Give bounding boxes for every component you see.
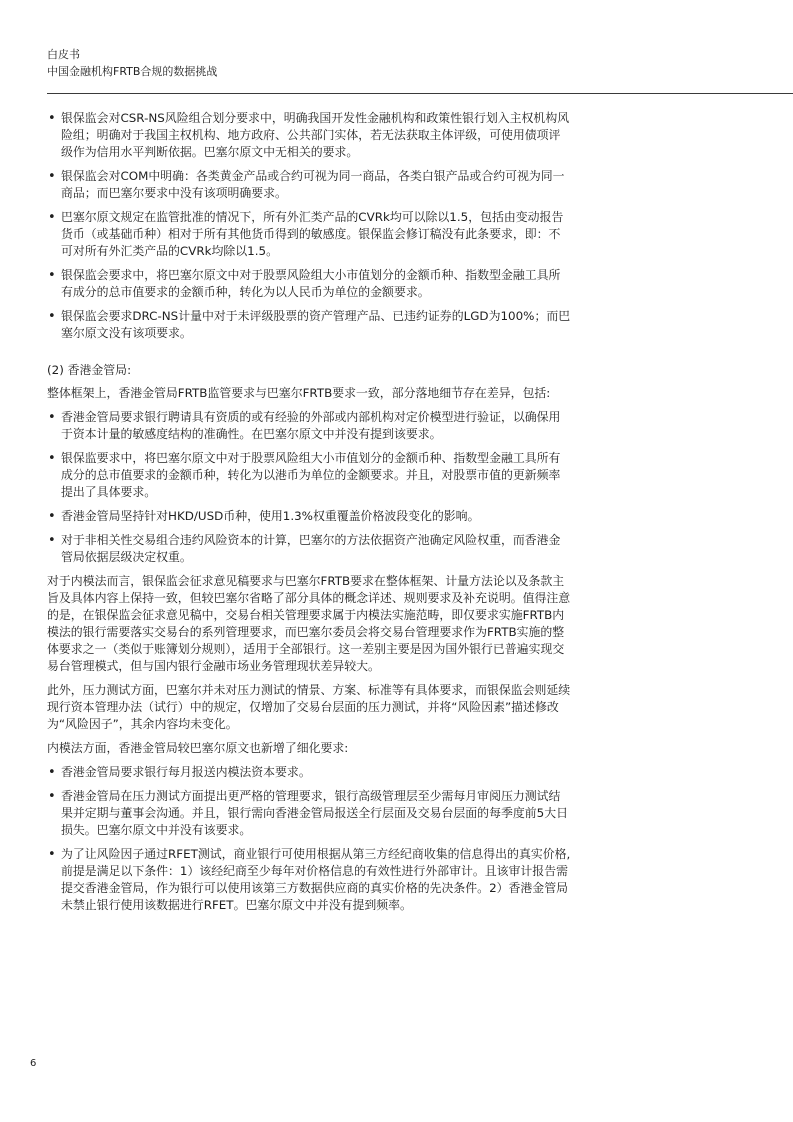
list-item: • 银保监会对COM中明确：各类黄金产品或合约可视为同一商品，各类白银产品或合约可视为同一商品；而巴塞尔要求中没有该项明确要求。 [47, 168, 572, 202]
hkma-ima-list [47, 764, 572, 914]
paragraph-ima-hkma: 内模法方面，香港金管局较巴塞尔原文也新增了细化要求: [47, 741, 349, 755]
section-heading-hkma: (2) 香港金管局: [47, 363, 132, 377]
list-item: • 香港金管局要求银行聘请具有资质的或有经验的外部或内部机构对定价模型进行验证，以确保用于资本计量的敏感度结构的准确性。在巴塞尔原文中并没有提到该要求。 [47, 409, 572, 443]
list-item: • 银保监要求中，将巴塞尔原文中对于股票风险组大小市值划分的金额币种、指数型金融工具所有成分的总市值要求的金额币种，转化为以港币为单位的金额要求。并且，对股票市值的更新频率提出了具体要求。 [47, 450, 572, 501]
list-item: • 香港金管局要求银行每月报送内模法资本要求。 [47, 764, 572, 781]
paragraph-stress-test: 此外，压力测试方面，巴塞尔并未对压力测试的情景、方案、标准等有具体要求，而银保监会则延续现行资本管理办法（试行）中的规定，仅增加了交易台层面的压力测试，并将“风险因素”描述修改为“风险因子”，其余内容均未变化。 [47, 683, 571, 731]
list-item: • 银保监会对CSR-NS风险组合划分要求中，明确我国开发性金融机构和政策性银行划入主权机构风险组；明确对于我国主权机构、地方政府、公共部门实体，若无法获取主体评级，可使用债项评级作为信用水平判断依据。巴塞尔原文中无相关的要求。 [47, 110, 572, 161]
page-number: 6 [30, 1058, 37, 1069]
list-item: • 香港金管局在压力测试方面提出更严格的管理要求，银行高级管理层至少需每月审阅压力测试结果并定期与董事会沟通。并且，银行需向香港金管局报送全行层面及交易台层面的每季度前5大日损失。巴塞尔原文中并没有该要求。 [47, 788, 572, 839]
list-item: • 巴塞尔原文规定在监管批准的情况下，所有外汇类产品的CVRk均可以除以1.5，包括由变动报告货币（或基础币种）相对于所有其他货币得到的敏感度。银保监会修订稿没有此条要求，即：不可对所有外汇类产品的CVRk均除以1.5。 [47, 209, 572, 260]
header-subtitle: 中国金融机构FRTB合规的数据挑战 [47, 65, 218, 78]
page-header [47, 46, 217, 80]
list-item: • 香港金管局坚持针对HKD/USD币种，使用1.3%权重覆盖价格波段变化的影响。 [47, 508, 572, 525]
header-title: 白皮书 [47, 48, 80, 61]
list-item: • 银保监会要求DRC-NS计量中对于未评级股票的资产管理产品、已违约证券的LGD为100%；而巴塞尔原文没有该项要求。 [47, 308, 572, 342]
header-divider [47, 93, 793, 94]
list-item: • 对于非相关性交易组合违约风险资本的计算，巴塞尔的方法依据资产池确定风险权重，而香港金管局依据层级决定权重。 [47, 532, 572, 566]
hkma-differences-list [47, 409, 572, 566]
cbirc-differences-list [47, 110, 572, 342]
section-intro: 整体框架上，香港金管局FRTB监管要求与巴塞尔FRTB要求一致，部分落地细节存在差异，包括: [47, 386, 551, 400]
main-content [47, 110, 572, 921]
list-item: • 为了让风险因子通过RFET测试，商业银行可使用根据从第三方经纪商收集的信息得出的真实价格,前提是满足以下条件：1）该经纪商至少每年对价格信息的有效性进行外部审计。且该审计报告需提交香港金管局，作为银行可以使用该第三方数据供应商的真实价格的先决条件。2）香港金管局未禁止银行使用该数据进行RFET。巴塞尔原文中并没有提到频率。 [47, 846, 572, 914]
list-item: • 银保监会要求中，将巴塞尔原文中对于股票风险组大小市值划分的金额币种、指数型金融工具所有成分的总市值要求的金额币种，转化为以人民币为单位的金额要求。 [47, 267, 572, 301]
paragraph-ima: 对于内模法而言，银保监会征求意见稿要求与巴塞尔FRTB要求在整体框架、计量方法论以及条款主旨及具体内容上保持一致，但较巴塞尔省略了部分具体的概念详述、规则要求及补充说明。值得注意的是，在银保监会征求意见稿中，交易台相关管理要求属于内模法实施范畴，即仅要求实施FRTB内模法的银行需要落实交易台的系列管理要求，而巴塞尔委员会将交易台管理要求作为FRTB实施的整体要求之一（类似于账簿划分规则），适用于全部银行。这一差别主要是因为国外银行已普遍实现交易台管理模式，但与国内银行金融市场业务管理现状差异较大。 [47, 574, 571, 673]
